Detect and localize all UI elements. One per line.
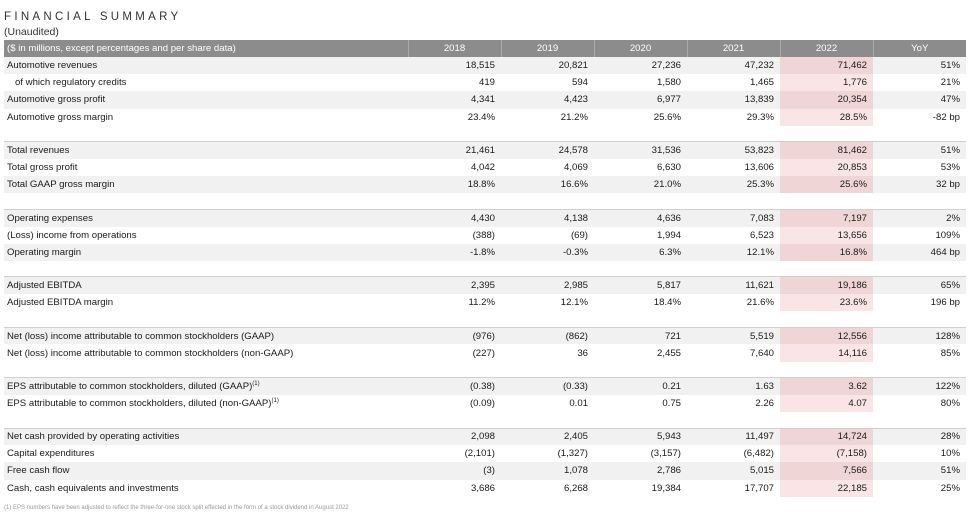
value-yoy: 25% xyxy=(873,480,966,497)
value-2021: 53,823 xyxy=(687,142,780,159)
value-2018: -1.8% xyxy=(408,244,501,261)
row-label xyxy=(4,91,408,108)
value-2019: 4,423 xyxy=(501,91,594,108)
value-yoy: 51% xyxy=(873,142,966,159)
value-2018: 3,686 xyxy=(408,480,501,497)
value-yoy: 51% xyxy=(873,462,966,479)
row-label-text: Cash, cash equivalents and investments xyxy=(7,482,179,494)
row-label xyxy=(4,327,408,344)
value-2019: 594 xyxy=(501,74,594,91)
value-2022: 16.8% xyxy=(780,244,873,261)
value-2018: 21,461 xyxy=(408,142,501,159)
value-2020: 5,817 xyxy=(594,277,687,294)
table-row xyxy=(4,74,966,91)
spacer-cell xyxy=(873,126,966,142)
value-2022: 1,776 xyxy=(780,74,873,91)
value-2019: (69) xyxy=(501,227,594,244)
table-row xyxy=(4,462,966,479)
spacer-cell xyxy=(780,126,873,142)
value-2022: 7,566 xyxy=(780,462,873,479)
row-label xyxy=(4,176,408,193)
spacer-cell xyxy=(687,126,780,142)
row-label xyxy=(4,277,408,294)
value-2019: 0.01 xyxy=(501,395,594,412)
table-row xyxy=(4,91,966,108)
value-2018: 18.8% xyxy=(408,176,501,193)
value-yoy: 2% xyxy=(873,209,966,226)
row-label xyxy=(4,378,408,395)
spacer-cell xyxy=(780,362,873,378)
row-label-text: Total gross profit xyxy=(7,162,78,174)
row-label xyxy=(4,159,408,176)
value-2021: 1,465 xyxy=(687,74,780,91)
value-2021: 13,606 xyxy=(687,159,780,176)
value-2022: 20,853 xyxy=(780,159,873,176)
value-2018: 4,341 xyxy=(408,91,501,108)
row-label xyxy=(4,445,408,462)
value-2018: 4,042 xyxy=(408,159,501,176)
column-header-2021: 2021 xyxy=(687,40,780,57)
value-yoy: 28% xyxy=(873,428,966,445)
spacer-cell xyxy=(4,412,408,428)
row-label-text: EPS attributable to common stockholders, diluted (GAAP) xyxy=(7,380,253,392)
spacer-cell xyxy=(780,193,873,209)
value-2018: 2,098 xyxy=(408,428,501,445)
column-header-2022: 2022 xyxy=(780,40,873,57)
row-label xyxy=(4,428,408,445)
row-label xyxy=(4,57,408,74)
column-header-yoy: YoY xyxy=(873,40,966,57)
value-2018: (388) xyxy=(408,227,501,244)
footnote: (1) EPS numbers have been adjusted to reflect the three-for-one stock split effected in the form of a stock dividend in August 2022 xyxy=(4,505,349,511)
table-row xyxy=(4,294,966,311)
value-2021: 7,083 xyxy=(687,209,780,226)
value-2020: 6.3% xyxy=(594,244,687,261)
table-row xyxy=(4,344,966,361)
value-2019: 4,069 xyxy=(501,159,594,176)
value-yoy: -82 bp xyxy=(873,109,966,126)
value-2018: 4,430 xyxy=(408,209,501,226)
column-header-2019: 2019 xyxy=(501,40,594,57)
value-2021: 11,497 xyxy=(687,428,780,445)
footnote-marker: (1) xyxy=(271,397,279,404)
value-2020: 27,236 xyxy=(594,57,687,74)
value-2022: 14,116 xyxy=(780,344,873,361)
spacer-cell xyxy=(594,412,687,428)
spacer-cell xyxy=(873,193,966,209)
value-2018: (3) xyxy=(408,462,501,479)
spacer-cell xyxy=(780,261,873,277)
value-2019: -0.3% xyxy=(501,244,594,261)
value-yoy: 196 bp xyxy=(873,294,966,311)
row-label-text: Automotive gross profit xyxy=(7,94,106,106)
table-row xyxy=(4,142,966,159)
spacer-cell xyxy=(873,362,966,378)
row-label-text: Net cash provided by operating activities xyxy=(7,431,180,443)
value-2021: 5,015 xyxy=(687,462,780,479)
spacer-cell xyxy=(408,193,501,209)
table-row xyxy=(4,445,966,462)
value-2021: 6,523 xyxy=(687,227,780,244)
section-spacer xyxy=(4,362,966,378)
value-2022: 22,185 xyxy=(780,480,873,497)
value-yoy: 128% xyxy=(873,327,966,344)
value-2020: 1,580 xyxy=(594,74,687,91)
value-2020: 25.6% xyxy=(594,109,687,126)
spacer-cell xyxy=(594,362,687,378)
value-2018: (2,101) xyxy=(408,445,501,462)
spacer-cell xyxy=(4,311,408,327)
row-label xyxy=(4,109,408,126)
value-2022: 25.6% xyxy=(780,176,873,193)
spacer-cell xyxy=(780,311,873,327)
table-row xyxy=(4,176,966,193)
value-yoy: 53% xyxy=(873,159,966,176)
value-2021: 21.6% xyxy=(687,294,780,311)
row-label-text: Net (loss) income attributable to common stockholders (non-GAAP) xyxy=(7,347,294,359)
spacer-cell xyxy=(501,311,594,327)
value-yoy: 51% xyxy=(873,57,966,74)
spacer-cell xyxy=(687,412,780,428)
table-body xyxy=(4,57,966,497)
spacer-cell xyxy=(501,412,594,428)
value-2018: 419 xyxy=(408,74,501,91)
row-label xyxy=(4,395,408,412)
value-2019: 21.2% xyxy=(501,109,594,126)
table-row xyxy=(4,428,966,445)
table-row xyxy=(4,209,966,226)
value-yoy: 109% xyxy=(873,227,966,244)
spacer-cell xyxy=(687,193,780,209)
value-2019: 16.6% xyxy=(501,176,594,193)
table-row xyxy=(4,395,966,412)
spacer-cell xyxy=(687,362,780,378)
value-2018: (227) xyxy=(408,344,501,361)
row-label-text: Operating expenses xyxy=(7,212,93,224)
value-2022: 71,462 xyxy=(780,57,873,74)
spacer-cell xyxy=(408,311,501,327)
table-row xyxy=(4,480,966,497)
spacer-cell xyxy=(501,193,594,209)
table-header-row xyxy=(4,40,966,57)
value-2021: 5,519 xyxy=(687,327,780,344)
value-2022: 13,656 xyxy=(780,227,873,244)
table-row xyxy=(4,277,966,294)
value-2018: (0.09) xyxy=(408,395,501,412)
row-label xyxy=(4,462,408,479)
value-yoy: 85% xyxy=(873,344,966,361)
spacer-cell xyxy=(408,261,501,277)
spacer-cell xyxy=(501,261,594,277)
spacer-cell xyxy=(4,126,408,142)
spacer-cell xyxy=(594,311,687,327)
value-2021: 7,640 xyxy=(687,344,780,361)
value-2021: 47,232 xyxy=(687,57,780,74)
value-2022: 20,354 xyxy=(780,91,873,108)
value-2020: 5,943 xyxy=(594,428,687,445)
table-row xyxy=(4,57,966,74)
row-label-text: (Loss) income from operations xyxy=(7,229,137,241)
value-2019: 12.1% xyxy=(501,294,594,311)
value-2022: (7,158) xyxy=(780,445,873,462)
value-2019: 2,985 xyxy=(501,277,594,294)
spacer-cell xyxy=(408,126,501,142)
value-2018: (976) xyxy=(408,327,501,344)
value-2018: 18,515 xyxy=(408,57,501,74)
row-label-text: Adjusted EBITDA xyxy=(7,280,82,292)
row-label xyxy=(4,74,408,91)
value-yoy: 65% xyxy=(873,277,966,294)
spacer-cell xyxy=(501,362,594,378)
spacer-cell xyxy=(873,261,966,277)
value-2019: 24,578 xyxy=(501,142,594,159)
spacer-cell xyxy=(873,412,966,428)
row-label xyxy=(4,227,408,244)
spacer-cell xyxy=(408,362,501,378)
value-2019: 36 xyxy=(501,344,594,361)
table-row xyxy=(4,244,966,261)
value-2021: 2.26 xyxy=(687,395,780,412)
value-2020: 21.0% xyxy=(594,176,687,193)
value-2018: 11.2% xyxy=(408,294,501,311)
section-spacer xyxy=(4,311,966,327)
value-yoy: 21% xyxy=(873,74,966,91)
value-2018: 2,395 xyxy=(408,277,501,294)
table-row xyxy=(4,159,966,176)
value-2022: 23.6% xyxy=(780,294,873,311)
value-2019: (862) xyxy=(501,327,594,344)
value-2021: 17,707 xyxy=(687,480,780,497)
spacer-cell xyxy=(4,193,408,209)
value-2021: (6,482) xyxy=(687,445,780,462)
page-subtitle: (Unaudited) xyxy=(4,26,59,38)
value-2020: (3,157) xyxy=(594,445,687,462)
value-2019: 20,821 xyxy=(501,57,594,74)
value-2021: 1.63 xyxy=(687,378,780,395)
spacer-cell xyxy=(594,126,687,142)
table-row xyxy=(4,227,966,244)
spacer-cell xyxy=(501,126,594,142)
row-label-text: Capital expenditures xyxy=(7,448,95,460)
value-2022: 4.07 xyxy=(780,395,873,412)
spacer-cell xyxy=(594,261,687,277)
value-2020: 6,977 xyxy=(594,91,687,108)
row-label-text: of which regulatory credits xyxy=(15,77,127,89)
row-label-text: Free cash flow xyxy=(7,465,70,477)
footnote-marker: (1) xyxy=(252,380,260,387)
page-title: FINANCIAL SUMMARY xyxy=(4,11,182,23)
value-2021: 25.3% xyxy=(687,176,780,193)
value-2022: 81,462 xyxy=(780,142,873,159)
row-label-text: Operating margin xyxy=(7,246,82,258)
value-yoy: 122% xyxy=(873,378,966,395)
spacer-cell xyxy=(873,311,966,327)
value-yoy: 80% xyxy=(873,395,966,412)
row-label xyxy=(4,142,408,159)
spacer-cell xyxy=(687,261,780,277)
value-2022: 3.62 xyxy=(780,378,873,395)
row-label-text: Total revenues xyxy=(7,145,70,157)
value-2022: 14,724 xyxy=(780,428,873,445)
value-yoy: 464 bp xyxy=(873,244,966,261)
section-spacer xyxy=(4,126,966,142)
value-2020: 4,636 xyxy=(594,209,687,226)
section-spacer xyxy=(4,193,966,209)
table-row xyxy=(4,109,966,126)
value-2020: 18.4% xyxy=(594,294,687,311)
row-label-text: Automotive gross margin xyxy=(7,111,114,123)
value-2020: 31,536 xyxy=(594,142,687,159)
table-row xyxy=(4,327,966,344)
value-2022: 28.5% xyxy=(780,109,873,126)
column-header-description: ($ in millions, except percentages and per share data) xyxy=(4,40,408,57)
spacer-cell xyxy=(408,412,501,428)
spacer-cell xyxy=(687,311,780,327)
value-2021: 12.1% xyxy=(687,244,780,261)
value-2020: 1,994 xyxy=(594,227,687,244)
value-2019: 1,078 xyxy=(501,462,594,479)
value-2020: 721 xyxy=(594,327,687,344)
value-2021: 11,621 xyxy=(687,277,780,294)
value-2020: 6,630 xyxy=(594,159,687,176)
value-yoy: 32 bp xyxy=(873,176,966,193)
row-label-text: Total GAAP gross margin xyxy=(7,179,115,191)
value-yoy: 47% xyxy=(873,91,966,108)
spacer-cell xyxy=(594,193,687,209)
value-2022: 19,186 xyxy=(780,277,873,294)
column-header-2018: 2018 xyxy=(408,40,501,57)
value-2019: (1,327) xyxy=(501,445,594,462)
section-spacer xyxy=(4,261,966,277)
value-2020: 0.21 xyxy=(594,378,687,395)
row-label-text: EPS attributable to common stockholders, diluted (non-GAAP) xyxy=(7,397,272,409)
value-2020: 2,786 xyxy=(594,462,687,479)
value-2020: 19,384 xyxy=(594,480,687,497)
value-2022: 12,556 xyxy=(780,327,873,344)
value-2020: 0.75 xyxy=(594,395,687,412)
value-2020: 2,455 xyxy=(594,344,687,361)
value-2019: 6,268 xyxy=(501,480,594,497)
value-yoy: 10% xyxy=(873,445,966,462)
row-label xyxy=(4,244,408,261)
row-label-text: Automotive revenues xyxy=(7,60,98,72)
column-header-2020: 2020 xyxy=(594,40,687,57)
spacer-cell xyxy=(4,261,408,277)
row-label xyxy=(4,209,408,226)
row-label xyxy=(4,294,408,311)
financial-summary-table xyxy=(4,40,966,497)
value-2019: (0.33) xyxy=(501,378,594,395)
spacer-cell xyxy=(4,362,408,378)
value-2018: 23.4% xyxy=(408,109,501,126)
row-label xyxy=(4,480,408,497)
value-2019: 2,405 xyxy=(501,428,594,445)
value-2021: 13,839 xyxy=(687,91,780,108)
row-label-text: Net (loss) income attributable to common stockholders (GAAP) xyxy=(7,330,275,342)
value-2021: 29.3% xyxy=(687,109,780,126)
value-2022: 7,197 xyxy=(780,209,873,226)
row-label-text: Adjusted EBITDA margin xyxy=(7,297,114,309)
section-spacer xyxy=(4,412,966,428)
table-row xyxy=(4,378,966,395)
value-2019: 4,138 xyxy=(501,209,594,226)
row-label xyxy=(4,344,408,361)
spacer-cell xyxy=(780,412,873,428)
value-2018: (0.38) xyxy=(408,378,501,395)
